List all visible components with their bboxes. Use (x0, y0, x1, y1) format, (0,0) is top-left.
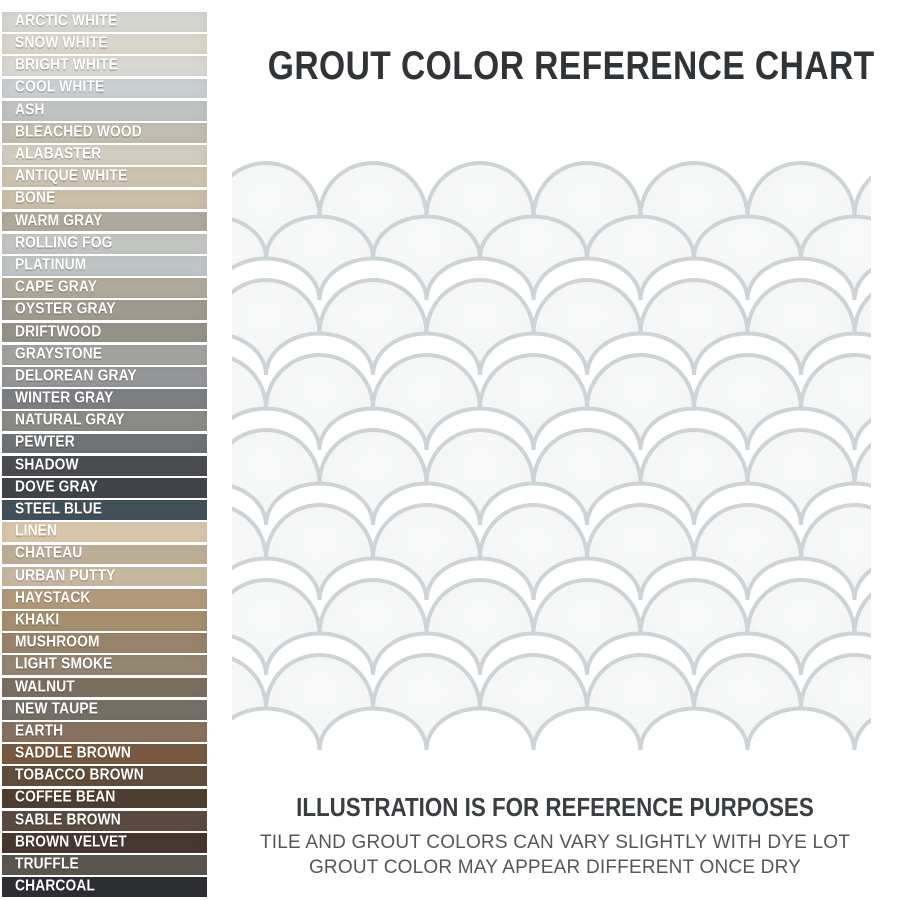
swatch-row (2, 811, 207, 831)
swatch-row (2, 611, 207, 631)
swatch-row (2, 101, 207, 121)
swatch-label: MUSHROOM (15, 633, 100, 651)
swatch-label: CHATEAU (15, 545, 83, 563)
swatch-row (2, 123, 207, 143)
tile-mosaic-illustration (212, 150, 882, 775)
swatch-label: BLEACHED WOOD (15, 123, 142, 141)
swatch-label: ROLLING FOG (15, 234, 113, 252)
swatch-row (2, 345, 207, 365)
swatch-label: ALABASTER (15, 145, 102, 163)
scale-tile (801, 655, 882, 750)
swatch-row (2, 877, 207, 897)
swatch-row (2, 522, 207, 542)
swatch-label: SABLE BROWN (15, 811, 121, 829)
swatch-row (2, 766, 207, 786)
swatch-row (2, 212, 207, 232)
swatch-label: NATURAL GRAY (15, 411, 125, 429)
grout-color-swatch-list (2, 12, 207, 900)
swatch-row (2, 434, 207, 454)
swatch-row (2, 855, 207, 875)
swatch-label: CAPE GRAY (15, 278, 98, 296)
swatch-row (2, 12, 207, 32)
swatch-label: ARCTIC WHITE (15, 12, 118, 30)
scale-tile (587, 655, 694, 750)
swatch-row (2, 167, 207, 187)
swatch-label: GRAYSTONE (15, 345, 103, 363)
swatch-label: PEWTER (15, 434, 75, 452)
swatch-label: ANTIQUE WHITE (15, 167, 128, 185)
swatch-label: WARM GRAY (15, 212, 103, 230)
swatch-label: OYSTER GRAY (15, 300, 116, 318)
swatch-row (2, 323, 207, 343)
header (210, 44, 900, 89)
footer-heading: ILLUSTRATION IS FOR REFERENCE PURPOSES (296, 792, 814, 822)
swatch-label: PLATINUM (15, 256, 87, 274)
scale-tile (373, 655, 480, 750)
swatch-row (2, 300, 207, 320)
swatch-row (2, 700, 207, 720)
swatch-label: DRIFTWOOD (15, 323, 102, 341)
swatch-label: DOVE GRAY (15, 478, 98, 496)
swatch-label: NEW TAUPE (15, 700, 99, 718)
swatch-row (2, 678, 207, 698)
swatch-row (2, 633, 207, 653)
footer-note-2: GROUT COLOR MAY APPEAR DIFFERENT ONCE DRY (308, 857, 802, 878)
swatch-label: BROWN VELVET (15, 833, 127, 851)
swatch-label: TRUFFLE (15, 855, 79, 873)
scale-tile (212, 655, 266, 750)
swatch-row (2, 722, 207, 742)
swatch-row (2, 79, 207, 99)
footer (210, 792, 900, 879)
swatch-label: CHARCOAL (15, 877, 96, 895)
swatch-label: LINEN (15, 522, 58, 540)
swatch-row (2, 367, 207, 387)
swatch-row (2, 833, 207, 853)
swatch-label: WALNUT (15, 678, 75, 696)
swatch-label: SNOW WHITE (15, 34, 108, 52)
swatch-row (2, 655, 207, 675)
swatch-row (2, 56, 207, 76)
footer-note-1: TILE AND GROUT COLORS CAN VARY SLIGHTLY WITH DYE LOT (259, 832, 851, 853)
swatch-row (2, 478, 207, 498)
swatch-row (2, 589, 207, 609)
swatch-label: SHADOW (15, 456, 79, 474)
swatch-row (2, 234, 207, 254)
swatch-row (2, 744, 207, 764)
swatch-row (2, 567, 207, 587)
swatch-row (2, 256, 207, 276)
swatch-label: HAYSTACK (15, 589, 91, 607)
swatch-label: EARTH (15, 722, 64, 740)
swatch-row (2, 190, 207, 210)
swatch-label: KHAKI (15, 611, 60, 629)
swatch-label: BONE (15, 190, 56, 208)
page-title: GROUT COLOR REFERENCE CHART (267, 44, 875, 88)
swatch-label: URBAN PUTTY (15, 567, 116, 585)
swatch-label: STEEL BLUE (15, 500, 103, 518)
swatch-label: WINTER GRAY (15, 389, 114, 407)
swatch-row (2, 500, 207, 520)
swatch-row (2, 278, 207, 298)
swatch-row (2, 411, 207, 431)
swatch-label: LIGHT SMOKE (15, 655, 113, 673)
swatch-row (2, 34, 207, 54)
swatch-row (2, 456, 207, 476)
swatch-row (2, 145, 207, 165)
swatch-label: TOBACCO BROWN (15, 766, 144, 784)
swatch-row (2, 789, 207, 809)
swatch-label: COFFEE BEAN (15, 789, 116, 807)
swatch-label: BRIGHT WHITE (15, 56, 118, 74)
swatch-label: COOL WHITE (15, 79, 105, 97)
swatch-row (2, 389, 207, 409)
scale-tile (266, 655, 373, 750)
scale-tile (694, 655, 801, 750)
swatch-row (2, 545, 207, 565)
swatch-label: DELOREAN GRAY (15, 367, 137, 385)
swatch-label: SADDLE BROWN (15, 744, 131, 762)
scale-tile (480, 655, 587, 750)
swatch-label: ASH (15, 101, 45, 119)
